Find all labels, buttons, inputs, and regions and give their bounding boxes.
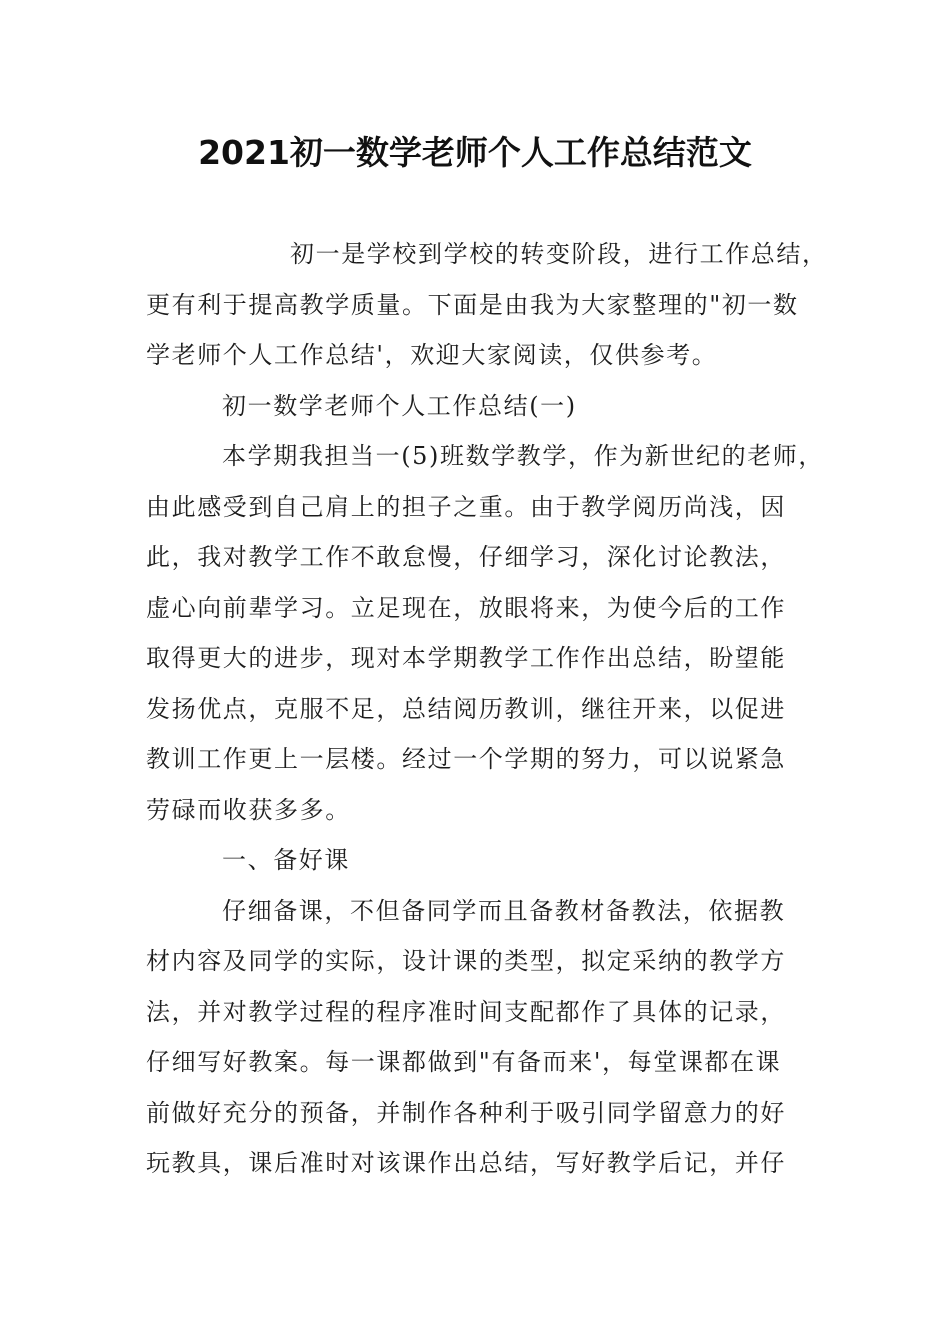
paragraph-line: 仔细备课，不但备同学而且备教材备教法，依据教: [222, 896, 786, 925]
document-body: [146, 229, 828, 1189]
paragraph-line: 本学期我担当一(5)班数学教学，作为新世纪的老师，: [222, 442, 824, 470]
paragraph-line: 更有利于提高教学质量。下面是由我为大家整理的"初一数: [146, 290, 799, 319]
document-title: 2021初一数学老师个人工作总结范文: [198, 133, 752, 172]
paragraph-line: 虚心向前辈学习。立足现在，放眼将来，为使今后的工作: [146, 593, 786, 622]
paragraph-line: 前做好充分的预备，并制作各种利于吸引同学留意力的好: [146, 1098, 786, 1127]
paragraph-line: 仔细写好教案。每一课都做到"有备而来'，每堂课都在课: [146, 1048, 782, 1076]
paragraph-line: 材内容及同学的实际，设计课的类型，拟定采纳的教学方: [146, 947, 786, 975]
paragraph-line: 玩教具，课后准时对该课作出总结，写好教学后记，并仔: [146, 1149, 786, 1177]
paragraph-line: 学老师个人工作总结'，欢迎大家阅读，仅供参考。: [146, 341, 718, 369]
paragraph-line: 取得更大的进步，现对本学期教学工作作出总结，盼望能: [146, 644, 786, 672]
section-heading: 初一数学老师个人工作总结(一): [222, 391, 577, 420]
paragraph-line: 劳碌而收获多多。: [146, 795, 351, 824]
paragraph-line: 由此感受到自己肩上的担子之重。由于教学阅历尚浅，因: [146, 492, 786, 521]
paragraph-line: 此，我对教学工作不敢怠慢，仔细学习，深化讨论教法，: [146, 543, 786, 571]
paragraph-line: 发扬优点，克服不足，总结阅历教训，继往开来，以促进: [146, 694, 786, 723]
section-heading: 一、备好课: [222, 846, 350, 874]
paragraph-line: 教训工作更上一层楼。经过一个学期的努力，可以说紧急: [146, 745, 786, 773]
paragraph-line: 初一是学校到学校的转变阶段，进行工作总结，: [290, 240, 828, 268]
paragraph-line: 法，并对教学过程的程序准时间支配都作了具体的记录，: [146, 997, 786, 1026]
